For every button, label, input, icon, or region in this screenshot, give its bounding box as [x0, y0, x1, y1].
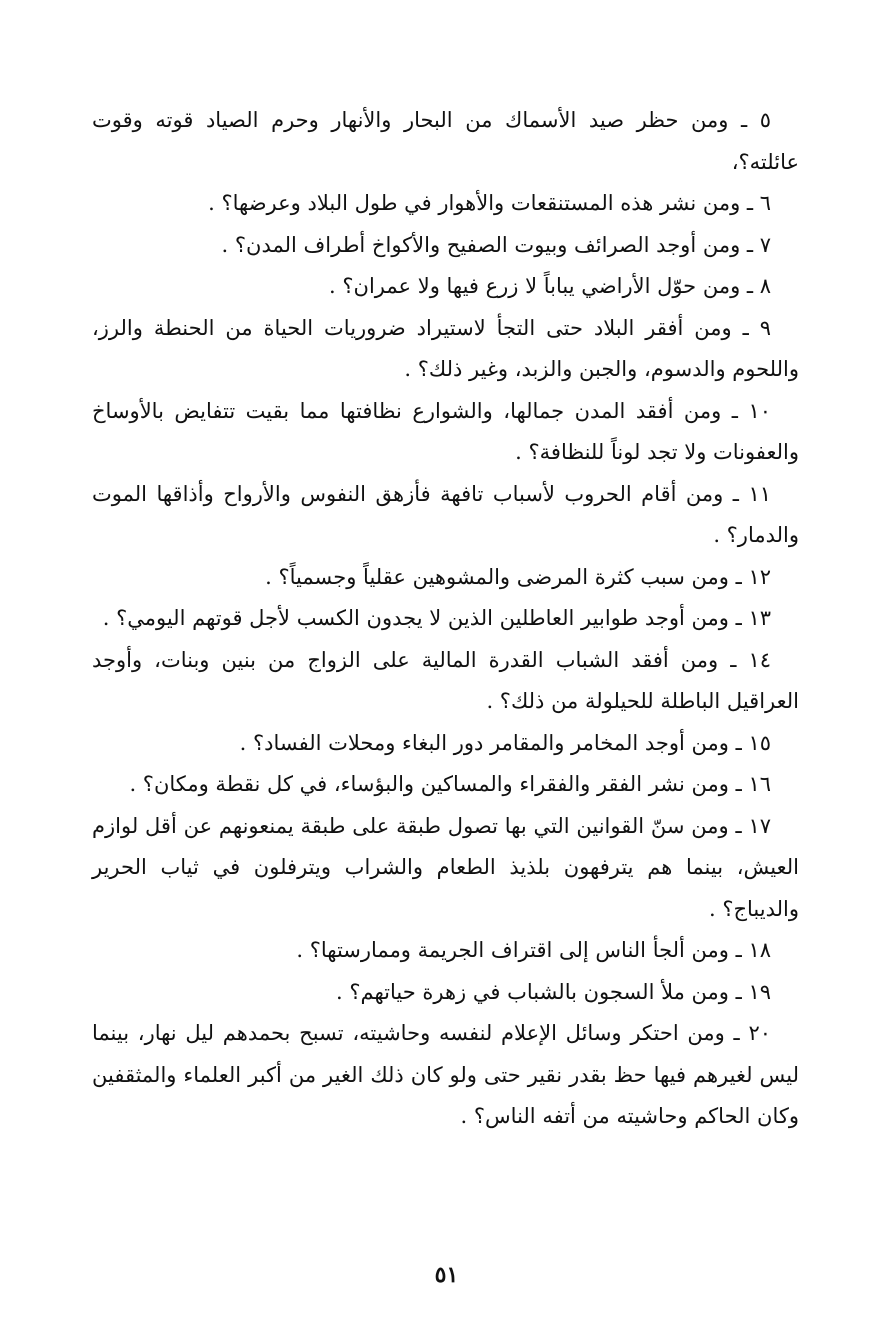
list-item-18: ١٨ ـ ومن ألجأ الناس إلى اقتراف الجريمة وممارستها؟ . [296, 938, 771, 962]
list-item-10: ١٠ ـ ومن أفقد المدن جمالها، والشوارع نظافتها مما بقيت تتفايض بالأوساخ والعفونات ولا تجد لوناً للنظافة؟ . [92, 398, 799, 464]
list-item-11: ١١ ـ ومن أقام الحروب لأسباب تافهة فأزهق النفوس والأرواح وأذاقها الموت والدمار؟ . [92, 481, 799, 547]
list-item-17: ١٧ ـ ومن سنّ القوانين التي بها تصول طبقة على طبقة يمنعونهم عن أقل لوازم العيش، بينما هم يترفهون بلذيذ الطعام والشراب ويترفلون في ثياب الحرير والديباج؟ . [92, 813, 799, 921]
list-item-13: ١٣ ـ ومن أوجد طوابير العاطلين الذين لا يجدون الكسب لأجل قوتهم اليومي؟ . [102, 606, 771, 630]
list-item-6: ٦ ـ ومن نشر هذه المستنقعات والأهوار في طول البلاد وعرضها؟ . [208, 191, 771, 215]
list-item-12: ١٢ ـ ومن سبب كثرة المرضى والمشوهين عقلياً وجسمياً؟ . [265, 564, 771, 589]
page-body [92, 100, 799, 1138]
page-number: ٥١ [434, 1262, 459, 1288]
list-item-8: ٨ ـ ومن حوّل الأراضي يباباً لا زرع فيها ولا عمران؟ . [329, 274, 771, 298]
list-item-15: ١٥ ـ ومن أوجد المخامر والمقامر دور البغاء ومحلات الفساد؟ . [239, 730, 771, 755]
list-item-7: ٧ ـ ومن أوجد الصرائف وبيوت الصفيح والأكواخ أطراف المدن؟ . [221, 232, 771, 257]
list-item-19: ١٩ ـ ومن ملأ السجون بالشباب في زهرة حياتهم؟ . [335, 979, 771, 1004]
list-item-9: ٩ ـ ومن أفقر البلاد حتى التجأ لاستيراد ضروريات الحياة من الحنطة والرز، واللحوم والدسوم، والجبن والزبد، وغير ذلك؟ . [92, 315, 799, 381]
list-item-16: ١٦ ـ ومن نشر الفقر والفقراء والمساكين والبؤساء، في كل نقطة ومكان؟ . [129, 772, 771, 796]
list-item-20: ٢٠ ـ ومن احتكر وسائل الإعلام لنفسه وحاشيته، تسبح بحمدهم ليل نهار، بينما ليس لغيرهم فيها حظ بقدر نقير حتى ولو كان ذلك الغير من أكبر العلماء والمثقفين وكان الحاكم وحاشيته من أتفه الناس؟ . [92, 1021, 799, 1128]
list-item-5: ٥ ـ ومن حظر صيد الأسماك من البحار والأنهار وحرم الصياد قوته وقوت عائلته؟، [92, 108, 799, 174]
list-item-14: ١٤ ـ ومن أفقد الشباب القدرة المالية على الزواج من بنين وبنات، وأوجد العراقيل الباطلة للحيلولة من ذلك؟ . [92, 647, 799, 713]
